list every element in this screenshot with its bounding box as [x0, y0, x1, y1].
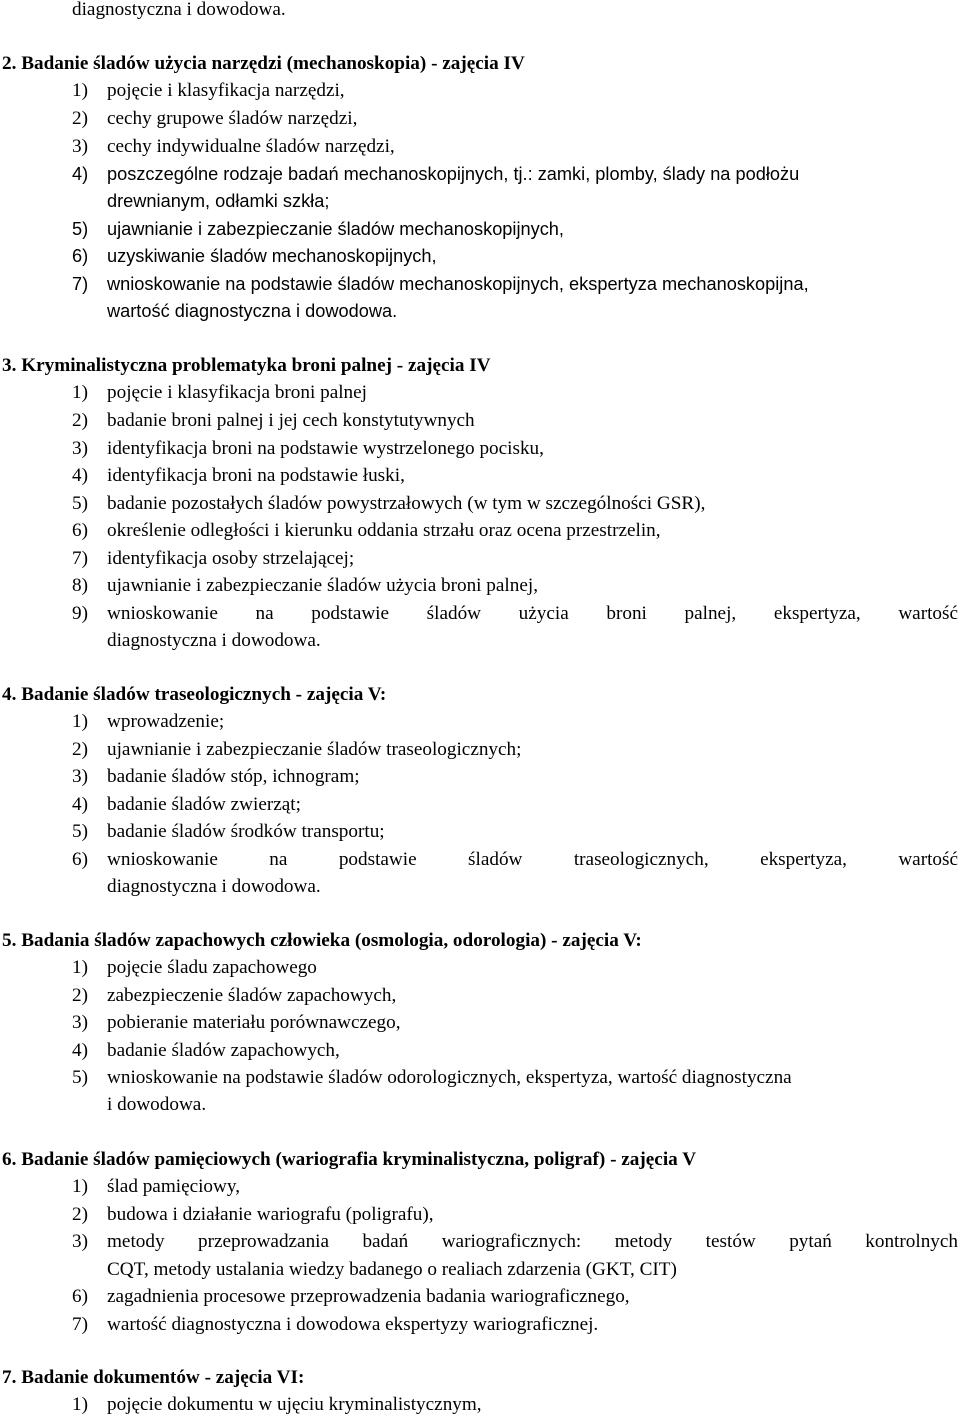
list-item: 1) pojęcie i klasyfikacja broni palnej — [72, 382, 367, 403]
list-item: 5) ujawnianie i zabezpieczanie śladów mechanoskopijnych, — [72, 219, 564, 239]
list-item: 4) identyfikacja broni na podstawie łuski, — [72, 465, 405, 486]
section-2-heading: 2. Badanie śladów użycia narzędzi (mechanoskopia) - zajęcia IV — [2, 53, 525, 74]
list-item: 5) badanie pozostałych śladów powystrzałowych (w tym w szczególności GSR), — [72, 493, 706, 514]
list-item: 5) wnioskowanie na podstawie śladów odorologicznych, ekspertyza, wartość diagnostyczna — [72, 1067, 792, 1088]
list-item: 1) ślad pamięciowy, — [72, 1176, 241, 1197]
list-item: 9) wnioskowanie na podstawie śladów użycia broni palnej, ekspertyza, wartość — [72, 603, 958, 624]
list-item: 1) pojęcie śladu zapachowego — [72, 957, 317, 978]
list-item: 2) budowa i działanie wariografu (poligrafu), — [72, 1204, 434, 1225]
list-item: 3) identyfikacja broni na podstawie wystrzelonego pocisku, — [72, 438, 544, 459]
list-item: 2) badanie broni palnej i jej cech konstytutywnych — [72, 410, 475, 431]
list-item-continuation: diagnostyczna i dowodowa. — [107, 630, 321, 651]
list-item: 2) cechy grupowe śladów narzędzi, — [72, 108, 358, 129]
list-item: 7) wartość diagnostyczna i dowodowa ekspertyzy wariograficznej. — [72, 1314, 599, 1335]
list-item: 2) ujawnianie i zabezpieczanie śladów traseologicznych; — [72, 739, 522, 760]
list-item-continuation: i dowodowa. — [107, 1094, 207, 1115]
list-item: 2) zabezpieczenie śladów zapachowych, — [72, 985, 397, 1006]
list-item: 3) badanie śladów stóp, ichnogram; — [72, 766, 360, 787]
list-item-continuation: drewnianym, odłamki szkła; — [107, 191, 330, 211]
list-item: 3) pobieranie materiału porównawczego, — [72, 1012, 401, 1033]
list-item: 1) pojęcie dokumentu w ujęciu kryminalistycznym, — [72, 1394, 482, 1415]
list-item: 1) wprowadzenie; — [72, 711, 225, 732]
list-item: 1) pojęcie i klasyfikacja narzędzi, — [72, 80, 345, 101]
list-item: 6) uzyskiwanie śladów mechanoskopijnych, — [72, 246, 437, 266]
section-3-heading: 3. Kryminalistyczna problematyka broni palnej - zajęcia IV — [2, 355, 491, 376]
section-6-heading: 6. Badanie śladów pamięciowych (wariografia kryminalistyczna, poligraf) - zajęcia V — [2, 1149, 697, 1170]
list-item-continuation: CQT, metody ustalania wiedzy badanego o realiach zdarzenia (GKT, CIT) — [107, 1259, 677, 1280]
list-item: 6) zagadnienia procesowe przeprowadzenia badania wariograficznego, — [72, 1286, 630, 1307]
section-4-heading: 4. Badanie śladów traseologicznych - zajęcia V: — [2, 684, 387, 705]
list-item-continuation: diagnostyczna i dowodowa. — [107, 876, 321, 897]
list-item: 3) cechy indywidualne śladów narzędzi, — [72, 136, 395, 157]
section-5-heading: 5. Badania śladów zapachowych człowieka (osmologia, odorologia) - zajęcia V: — [2, 930, 642, 951]
section-7-heading: 7. Badanie dokumentów - zajęcia VI: — [2, 1367, 305, 1388]
list-item: 8) ujawnianie i zabezpieczanie śladów użycia broni palnej, — [72, 575, 538, 596]
top-fragment: diagnostyczna i dowodowa. — [72, 0, 286, 20]
list-item: 5) badanie śladów środków transportu; — [72, 821, 385, 842]
list-item: 7) identyfikacja osoby strzelającej; — [72, 548, 355, 569]
list-item: 3) metody przeprowadzania badań wariograficznych: metody testów pytań kontrolnych — [72, 1231, 958, 1252]
list-item: 4) badanie śladów zwierząt; — [72, 794, 301, 815]
list-item: 6) określenie odległości i kierunku oddania strzału oraz ocena przestrzelin, — [72, 520, 661, 541]
list-item: 4) poszczególne rodzaje badań mechanoskopijnych, tj.: zamki, plomby, ślady na podłożu — [72, 164, 800, 184]
list-item: 6) wnioskowanie na podstawie śladów traseologicznych, ekspertyza, wartość — [72, 849, 958, 870]
list-item: 4) badanie śladów zapachowych, — [72, 1040, 340, 1061]
list-item-continuation: wartość diagnostyczna i dowodowa. — [107, 301, 398, 321]
list-item: 7) wnioskowanie na podstawie śladów mechanoskopijnych, ekspertyza mechanoskopijna, — [72, 274, 809, 294]
